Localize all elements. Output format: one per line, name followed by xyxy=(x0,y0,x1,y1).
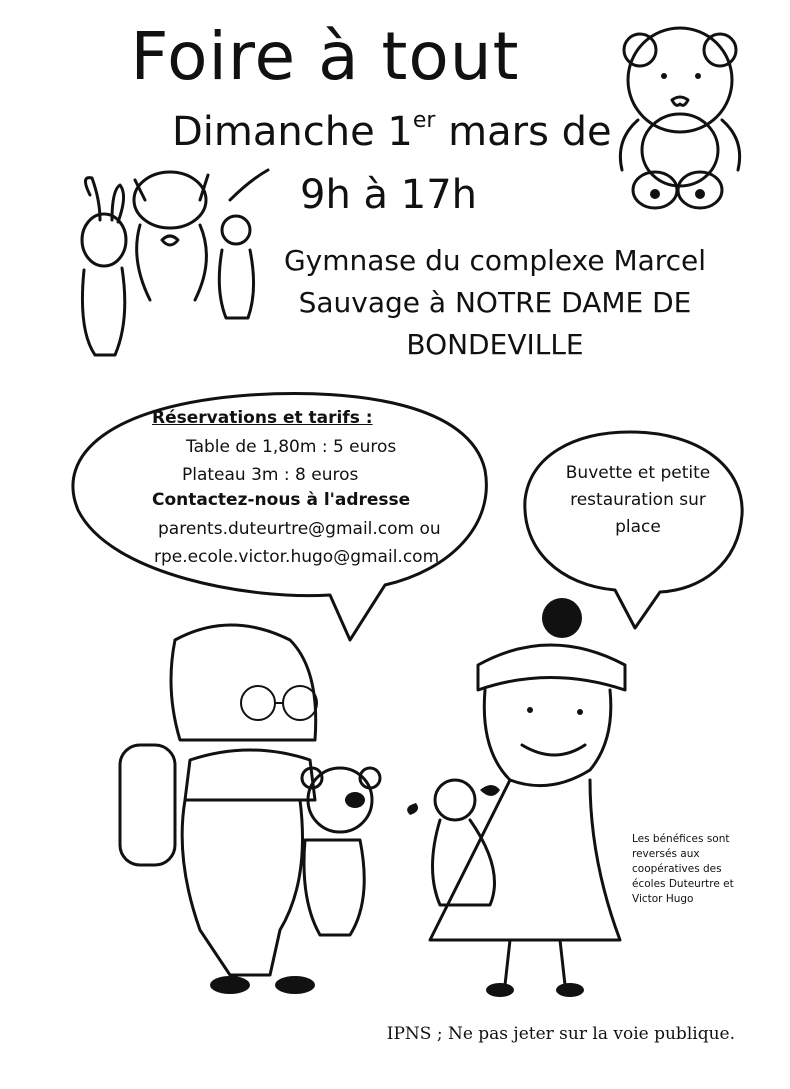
buvette-line-2: restauration sur xyxy=(570,490,706,510)
toys-illustration xyxy=(82,170,268,355)
buvette-line-1: Buvette et petite xyxy=(565,463,711,483)
event-hours: 9h à 17h xyxy=(300,172,477,218)
benefices-line-1: Les bénéfices sont xyxy=(632,833,730,845)
price-table: Table de 1,80m : 5 euros xyxy=(186,437,397,457)
contact-email-1: parents.duteurtre@gmail.com ou xyxy=(158,519,441,539)
benefices-line-3: coopératives des xyxy=(632,863,722,875)
date-superscript: er xyxy=(412,108,436,133)
boy-illustration xyxy=(120,625,380,994)
price-plateau: Plateau 3m : 8 euros xyxy=(182,465,359,485)
footer-ipns: IPNS ; Ne pas jeter sur la voie publique. xyxy=(386,1024,735,1044)
event-date xyxy=(172,108,612,155)
venue xyxy=(270,240,720,366)
venue-line-2: Sauvage à NOTRE DAME DE xyxy=(298,286,692,319)
buvette-line-3: place xyxy=(615,517,661,537)
date-text: Dimanche 1 xyxy=(172,109,413,155)
contact-email-2: rpe.ecole.victor.hugo@gmail.com xyxy=(154,547,440,567)
benefices-line-5: Victor Hugo xyxy=(632,893,694,905)
benefices-line-2: reversés aux xyxy=(632,848,700,860)
benefices-line-4: écoles Duteurtre et xyxy=(632,878,734,890)
venue-line-3: BONDEVILLE xyxy=(406,328,584,361)
girl-illustration xyxy=(407,598,625,997)
page-title: Foire à tout xyxy=(130,18,520,95)
contact-heading: Contactez-nous à l'adresse xyxy=(152,490,411,510)
benefices-note xyxy=(632,832,762,907)
reservations-title: Réservations et tarifs : xyxy=(152,408,373,428)
date-rest: mars de xyxy=(435,109,612,155)
buvette-info xyxy=(548,460,728,541)
venue-line-1: Gymnase du complexe Marcel xyxy=(283,244,707,277)
